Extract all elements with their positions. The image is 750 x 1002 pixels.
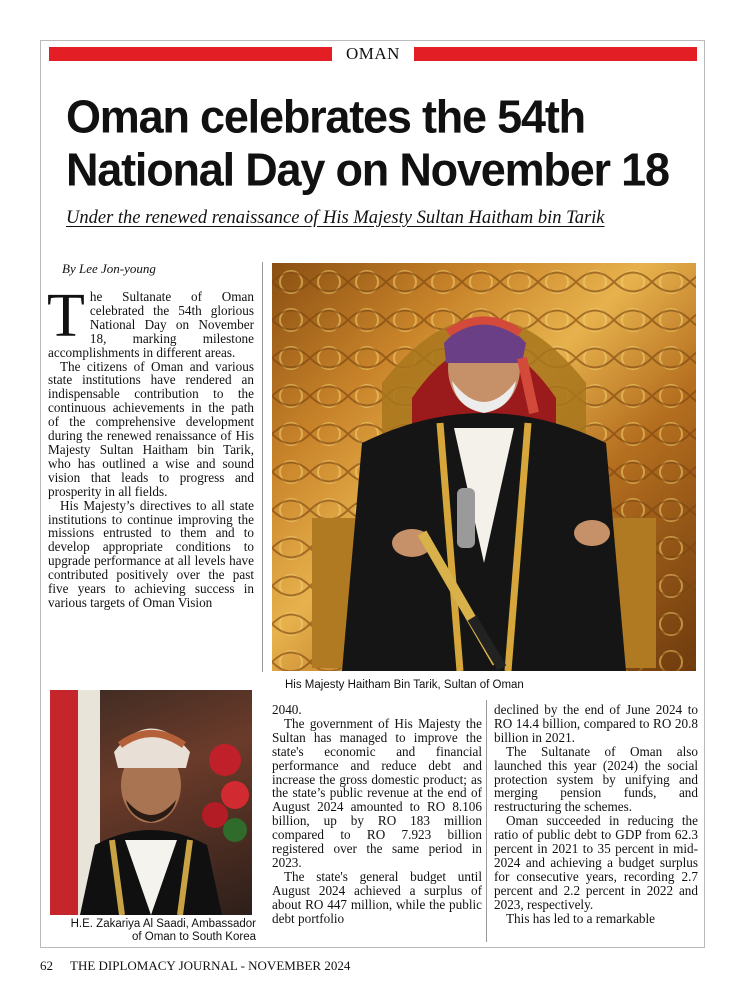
article-paragraph: The state's general budget until August 2024 achieved a surplus of about RO 447 million, while the public debt portfolio	[272, 868, 482, 926]
article-paragraph: declined by the end of June 2024 to RO 14.4 billion, compared to RO 20.8 billion in 2021.	[494, 702, 698, 745]
page-number: 62	[40, 958, 53, 973]
section-bar-left	[49, 47, 332, 61]
sultan-portrait-photo	[272, 263, 696, 671]
ambassador-photo	[50, 690, 252, 915]
article-headline: Oman celebrates the 54th National Day on November 18	[66, 90, 669, 197]
article-paragraph: The Sultanate of Oman also launched this year (2024) the social protection system by unifying and merging pension funds, and restructuring the schemes.	[494, 743, 698, 815]
page-footer	[40, 958, 350, 974]
article-paragraph: The Sultanate of Oman celebrated the 54th glorious National Day on November 18, marking milestone accomplishments in different areas.	[47, 282, 254, 360]
publication-name: THE DIPLOMACY JOURNAL - NOVEMBER 2024	[70, 958, 351, 973]
section-bar-right	[414, 47, 697, 61]
article-column-left	[47, 282, 254, 610]
ambassador-photo-caption	[56, 918, 256, 944]
sultan-portrait-illustration	[272, 263, 696, 671]
article-column-right	[494, 703, 698, 926]
article-subheadline: Under the renewed renaissance of His Majesty Sultan Haitham bin Tarik	[66, 208, 605, 228]
caption-line: H.E. Zakariya Al Saadi, Ambassador	[70, 918, 256, 930]
article-paragraph: Oman succeeded in reducing the ratio of public debt to GDP from 62.3 percent in 2021 to 35 percent in mid-2024 and achieving a budget surplus for consecutive years, recording 2.7 percent and 2.2 percent in 2022 and 2023, respectively.	[494, 813, 698, 912]
article-byline: By Lee Jon-young	[62, 261, 156, 276]
article-paragraph: The government of His Majesty the Sultan has managed to improve the state's economic and financial performance and reduce debt and increase the gross domestic product; as the state’s public revenue at the end of August 2024 amounted to RO 8.106 billion, up by RO 183 million compared to RO 7.923 billion registered over the same period in 2023.	[272, 715, 482, 870]
column-divider	[262, 262, 263, 672]
caption-line: of Oman to South Korea	[131, 931, 256, 943]
section-label: OMAN	[346, 44, 400, 63]
drop-cap: T	[47, 282, 85, 350]
main-photo-caption: His Majesty Haitham Bin Tarik, Sultan of Oman	[285, 679, 524, 691]
article-column-middle	[272, 703, 482, 926]
article-paragraph: This has led to a remarkable	[506, 910, 656, 926]
article-paragraph: 2040.	[272, 702, 302, 717]
column-divider	[486, 700, 487, 942]
article-paragraph: His Majesty’s directives to all state institutions to continue improving the missions entrusted to them and to develop appropriate conditions to upgrade performance at all levels have contributed positively over the past five years to achieving success in various targets of Oman Vision	[48, 497, 254, 610]
ambassador-illustration	[50, 690, 252, 915]
article-paragraph: The citizens of Oman and various state institutions have rendered an indispensable contribution to the continuous achievements in the path of the comprehensive development during the renewed renaissance of His Majesty Sultan Haitham bin Tarik, who has outlined a wise and sound vision that leads to progress and prosperity in all fields.	[48, 358, 254, 499]
